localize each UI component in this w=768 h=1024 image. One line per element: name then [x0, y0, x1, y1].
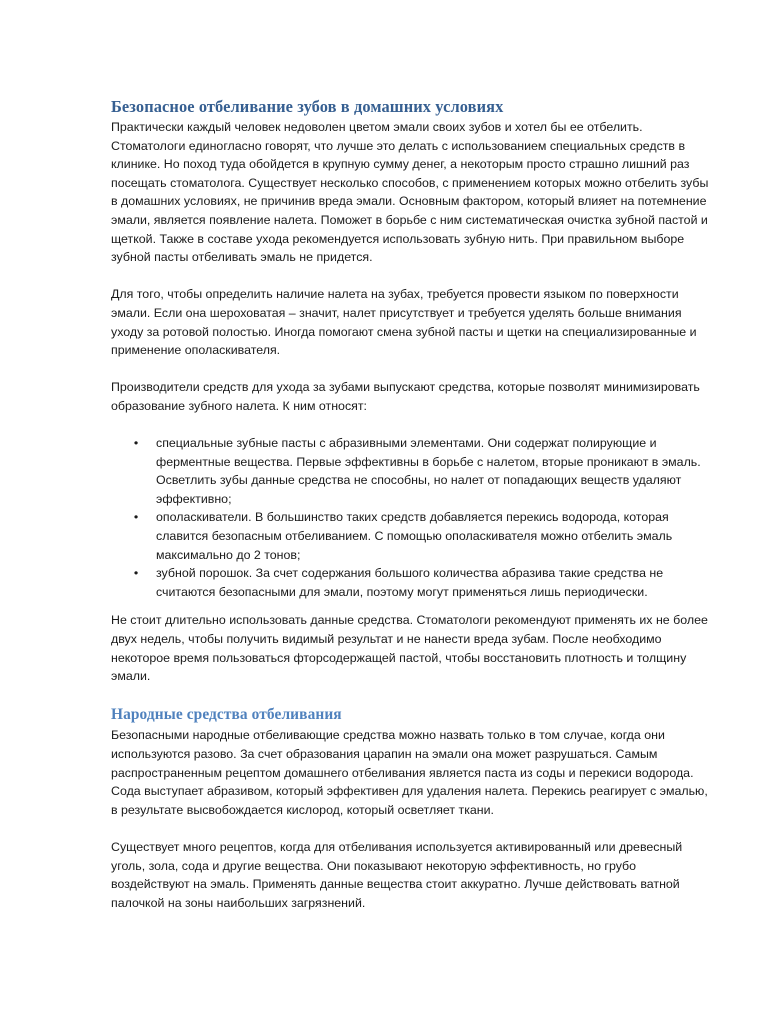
section-title-main: Безопасное отбеливание зубов в домашних условиях	[111, 97, 504, 116]
paragraph-plaque-check: Для того, чтобы определить наличие налета на зубах, требуется провести языком по поверхности эмали. Если она шероховатая – значит, налет присутствует и требуется уделять больше внимания уходу за ротовой полостью. Иногда помогают смена зубной пасты и щетки на специализированные и применение ополаскивателя.	[111, 287, 697, 358]
bullet-icon: •	[133, 436, 139, 451]
list-item-text: зубной порошок. За счет содержания большого количества абразива такие средства не считаются безопасными для эмали, поэтому могут применяться лишь периодически.	[156, 566, 664, 599]
list-item	[111, 434, 711, 508]
list-item	[111, 508, 711, 564]
product-list	[111, 434, 711, 601]
paragraph-folk-intro: Безопасными народные отбеливающие средства можно назвать только в том случае, когда они используются разово. За счет образования царапин на эмали она может разрушаться. Самым распространенным рецептом домашнего отбеливания является паста из соды и перекиси водорода. Сода выступает абразивом, который эффективен для удаления налета. Перекись реагирует с эмалью, в результате высвобождается кислород, который осветляет ткани.	[111, 728, 708, 817]
paragraph-products-intro: Производители средств для ухода за зубами выпускают средства, которые позволят минимизировать образование зубного налета. К ним относят:	[111, 380, 700, 413]
paragraph-folk-recipes: Существует много рецептов, когда для отбеливания используется активированный или древесный уголь, зола, сода и другие вещества. Они показывают некоторую эффективность, но грубо воздействуют на эмаль. Применять данные вещества стоит аккуратно. Лучше действовать ватной палочкой на зоны наибольших загрязнений.	[111, 839, 683, 910]
list-item-text: специальные зубные пасты с абразивными элементами. Они содержат полирующие и ферментные вещества. Первые эффективны в борьбе с налетом, вторые проникают в эмаль. Осветлить зубы данные средства не способны, но налет от попадающих веществ удаляют эффективно;	[156, 436, 701, 506]
document-page	[111, 96, 711, 931]
bullet-icon: •	[133, 510, 139, 525]
section-title-folk-remedies: Народные средства отбеливания	[111, 706, 342, 724]
paragraph-closing: Не стоит длительно использовать данные средства. Стоматологи рекомендуют применять их не более двух недель, чтобы получить видимый результат и не нанести вреда зубам. После необходимо некоторое время пользоваться фторсодержащей пастой, чтобы восстановить плотность и толщину эмали.	[111, 613, 708, 684]
list-item	[111, 564, 711, 601]
bullet-icon: •	[133, 566, 139, 581]
paragraph-intro: Практически каждый человек недоволен цветом эмали своих зубов и хотел бы ее отбелить. Стоматологи единогласно говорят, что лучше это делать с использованием специальных средств в клинике. Но поход туда обойдется в крупную сумму денег, а некоторым просто страшно лишний раз посещать стоматолога. Существует несколько способов, с применением которых можно отбелить зубы в домашних условиях, не причинив вреда эмали. Основным фактором, который влияет на потемнение эмали, является появление налета. Поможет в борьбе с ним систематическая очистка зубной пастой и щеткой. Также в составе ухода рекомендуется использовать зубную нить. При правильном выборе зубной пасты отбеливать эмаль не придется.	[111, 120, 709, 265]
list-item-text: ополаскиватели. В большинство таких средств добавляется перекись водорода, которая славится безопасным отбеливанием. С помощью ополаскивателя можно отбелить эмаль максимально до 2 тонов;	[156, 510, 673, 562]
